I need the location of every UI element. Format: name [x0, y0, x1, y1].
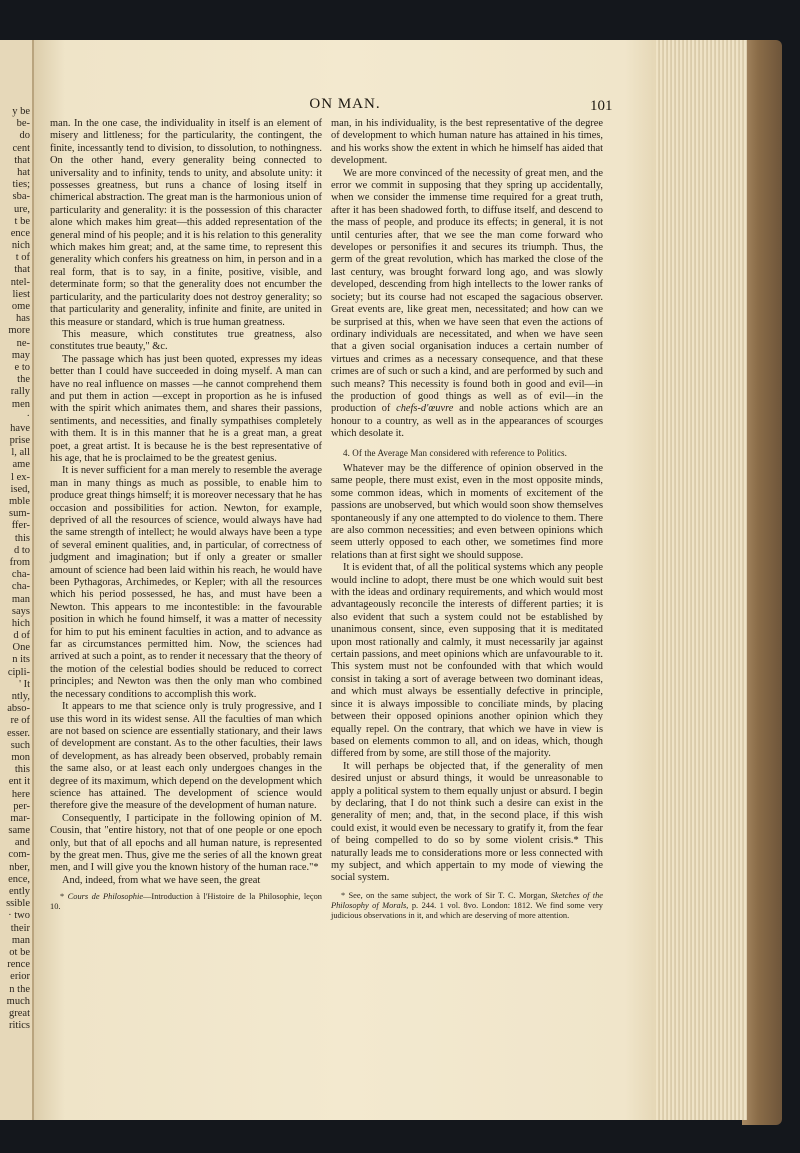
margin-fragment: hat	[17, 166, 30, 178]
margin-fragment: ssible	[6, 898, 30, 910]
margin-fragment: that	[14, 154, 30, 166]
page-edges	[655, 40, 747, 1120]
margin-fragment: have	[10, 422, 30, 434]
right-column	[331, 118, 603, 921]
margin-fragment: mar-	[10, 812, 30, 824]
footnote-text: —Introduction à l'Histoire de la Philosophie, leçon 10.	[50, 892, 322, 912]
margin-fragment: d of	[13, 630, 30, 642]
italic-phrase: chefs-d'œuvre	[396, 403, 454, 415]
margin-fragment: such	[10, 739, 30, 751]
margin-fragment: ised,	[10, 483, 30, 495]
footnote: * Cours de Philosophie—Introduction à l'Histoire de la Philosophie, leçon 10.	[50, 892, 322, 912]
margin-fragment: rally	[10, 386, 30, 398]
paragraph	[331, 168, 603, 441]
margin-fragment: their	[10, 922, 30, 934]
margin-fragment: ence,	[8, 873, 30, 885]
margin-fragment: ritics	[9, 1020, 30, 1032]
margin-fragment: ent it	[8, 776, 30, 788]
margin-fragment: ties;	[12, 179, 30, 191]
margin-fragment: abso-	[7, 703, 30, 715]
paragraph: It is evident that, of all the political systems which any people would incline to adopt, there must be one which would suit best with the ideas and ordinary requirements, and which would most advantageously reconcile the interests of different parties; it is also evident that such a system could not be established by unanimous consent, since, even supposing that it is meditated upon most rationally and calmly, it must necessarily jar against certain passions, and meet opinions which are unfavourable to it. This system must not be confounded with that which would consist in taking a sort of average between two dominant ideas, and which must always be essentially defective in principle, since it is always impossible to conciliate minds, by placing between their opposed opinions another opinion which they equally repel. On the contrary, that which we have in view is based on elements common to all, and on ideas, which, though differed from by some, are still those of the majority.	[331, 562, 603, 760]
margin-fragment: from	[9, 556, 30, 568]
paragraph: It will perhaps be objected that, if the generality of men desired unjust or absurd things, it would be unreasonable to apply a political system to them equally unjust or absurd. I begin by declaring, that I do not think such a desire can exist in the generality of men; and, that, in the second place, if this wish could exist, it would even be necessary to gratify it, from the fear of being compelled to do so by some violent crisis.* This naturally leads me to considerations more or less connected with my subject, and which appertain to my mode of viewing the social system.	[331, 760, 603, 884]
margin-fragment: ame	[12, 459, 30, 471]
left-column	[50, 118, 322, 912]
margin-fragment: One	[12, 642, 30, 654]
margin-fragment: t be	[14, 215, 30, 227]
paragraph: The passage which has just been quoted, expresses my ideas better than I could have succeeded in doing myself. A man can have no real influence on masses —he cannot comprehend them and put them in action —except in proportion as he is infused with the spirit which animates them, and shares their passions, sentiments, and necessities, and finally sympathises completely with them. It is in this manner that he is a great man, a great poet, a great artist. It is because he is the best representative of his age, that he is proclaimed to be the greatest genius.	[50, 353, 322, 464]
margin-fragment: man	[11, 934, 30, 946]
page-number: 101	[590, 98, 613, 114]
margin-fragment: mble	[9, 496, 30, 507]
margin-fragment: much	[6, 995, 30, 1007]
margin-fragment: ·	[26, 410, 30, 422]
margin-fragment: sum-	[9, 508, 30, 520]
footnote	[331, 891, 603, 921]
margin-fragment: e to	[14, 361, 30, 373]
margin-fragment: says	[11, 605, 30, 617]
margin-fragment: cha-	[11, 569, 30, 581]
margin-fragment: ffer-	[11, 520, 30, 532]
margin-fragment: men	[11, 398, 30, 410]
margin-fragment: ence	[10, 227, 30, 239]
margin-fragment: this	[14, 764, 30, 776]
margin-fragment: esser.	[6, 727, 30, 739]
margin-fragment: ot be	[9, 946, 30, 958]
margin-fragment: this	[14, 532, 30, 544]
margin-fragment: l, all	[11, 447, 30, 459]
margin-fragment: and	[14, 837, 30, 849]
margin-fragment: com-	[8, 849, 30, 861]
margin-fragment: here	[11, 788, 30, 800]
margin-fragment: ntly,	[11, 691, 30, 702]
margin-fragment: mon	[11, 751, 30, 763]
margin-fragment: ' It	[19, 678, 30, 690]
margin-fragment: ntel-	[10, 276, 30, 288]
margin-fragment: ently	[9, 886, 30, 897]
footnote-start: * See, on the same subject, the work of Sir T. C. Morgan,	[341, 890, 548, 900]
paragraph: This measure, which constitutes true greatness, also constitutes true beauty," &c.	[50, 328, 322, 353]
paragraph: It is never sufficient for a man merely to resemble the average man in many things as much as possible, to enable him to produce great things himself; it is moreover necessary that he has occasion and possibilities for action. Newton, for example, deprived of all the resources of science, would always have had the same strength of intellect; he would always have been a type of several eminent qualities, and, in particular, of correctness of judgment and imagination; but if only a greater or smaller amount of science had been laid within his reach, he would have been Pythagoras, Archimedes, or Kepler; with all the resources which his period possessed, he has, and must have been a Newton. This appears to me incontestible: in the favourable position in which he found himself, it was a matter of necessity for him to put his eminent faculties in action, and to advance as far as circumstances permitted him. Now, the sciences had arrived at such a point, as to render it necessary that the theory of the motion of the celestial bodies should be reduced to correct principles; and Newton was then the only man who combined the necessary conditions to accomplish this work.	[50, 465, 322, 700]
margin-fragment: liest	[12, 288, 30, 300]
margin-fragment: may	[11, 349, 30, 361]
margin-fragment: sba-	[12, 191, 30, 203]
footnote-end: , p. 244. 1 vol. 8vo. London: 1812. We find some very judicious observations in it, and which are deserving of more attention.	[331, 900, 603, 920]
previous-page-margin	[0, 40, 34, 1120]
margin-fragment: cipli-	[7, 666, 30, 678]
margin-fragment: more	[8, 325, 30, 337]
margin-fragment: the	[17, 374, 30, 386]
paragraph: Consequently, I participate in the following opinion of M. Cousin, that "entire history, not that of one people or one epoch only, but that of all epochs and all human nature, is represented by the great men. Thus, give me the series of all the known great men, and I will give you the known history of the human race."*	[50, 812, 322, 874]
margin-fragment: ure,	[13, 203, 30, 215]
paragraph: And, indeed, from what we have seen, the great	[62, 874, 261, 886]
margin-fragment: rence	[7, 959, 30, 971]
footnote-title: Cours de Philosophie	[67, 892, 144, 902]
margin-fragment: erior	[10, 971, 30, 983]
margin-fragment: t of	[15, 252, 30, 264]
paragraph: Whatever may be the difference of opinion observed in the same people, there must exist, even in the most opposite minds, some common ideas, which in moments of excitement of the passions are unobserved, but which would soon show themselves spontaneously if any one attempted to do violence to them. There are also common necessities; and even between opinions which seem utterly opposed to each other, we sometimes find more relations than at first sight we should suppose.	[331, 462, 603, 561]
margin-fragment: cent	[12, 142, 30, 154]
paragraph: It appears to me that science only is truly progressive, and I use this word in its widest sense. All the faculties of man which are not based on science are essentially stationary, and their laws of development are constant. As to the other faculties, their laws of development, as has already been observed, probably remain the same also, or at least each only undergoes changes in the degree of its maximum, which depend on the development which science has attained. The development of science would therefore give the measure of the development of human nature.	[50, 701, 322, 812]
margin-fragment: do	[19, 130, 30, 142]
footnote-title: Sketches of the Philosophy of Morals	[331, 890, 603, 910]
margin-fragment: that	[14, 264, 30, 276]
margin-fragment: has	[16, 313, 30, 325]
margin-fragment: re of	[10, 715, 30, 727]
paragraph-text: We are more convinced of the necessity of great men, and the error we commit in supposing that they spring up accidentally, when we consider the immense time required for a great truth, after it has been shadowed forth, to diffuse itself, and descend to the mass of people, and produce its effects; in general, it is not until centuries after, that we see the man come forward who developes or personifies it and secures its triumph. Thus, the germ of the great revolution, which has marked the close of the last century, was brought forward long ago, and was slowly developed, descending from high intellects to the lower ranks of society; but its course had not escaped the sagacious observer. Great events are, like great men, necessitated; and how can we be surprised at this, when we have seen that even the actions of ordinary individuals are necessitated, and when we have seen that a given social organisation induces a certain number of virtues and crimes as a necessary consequence, and that these crimes are of such or such a kind, and are performed by such and such means? This necessity is found both in good and evil—in the production of good things as well as of evil—in the production of	[331, 167, 603, 415]
margin-fragment: prise	[9, 435, 30, 447]
margin-fragment: y be	[12, 106, 30, 117]
margin-fragment: l ex-	[11, 471, 30, 483]
margin-fragment: man	[11, 593, 30, 605]
margin-fragment: nber,	[9, 861, 30, 873]
margin-fragment: great	[9, 1007, 30, 1019]
margin-fragment: n the	[9, 983, 30, 995]
margin-fragment: same	[8, 825, 30, 837]
margin-fragment: · two	[8, 910, 30, 922]
margin-fragment: per-	[13, 800, 30, 812]
margin-fragment: d to	[13, 544, 30, 556]
margin-fragment: cha-	[11, 581, 30, 593]
paragraph-continuation: and noble actions which are an honour to a country, as well as in the appearances of scourges which desolate it.	[331, 403, 603, 440]
margin-fragment: ne-	[16, 337, 30, 349]
book-cover-edge	[742, 40, 782, 1125]
margin-fragment: n its	[12, 654, 30, 666]
paragraph: man. In the one case, the individuality in itself is an element of misery and littleness; for the particularity, the contingent, the finite, incessantly tend to division, to dissolution, to nothingness. On the other hand, every generality being connected to universality and to infinity, tends to unity, and absolute unity: it possesses greatness, but runs a chance of losing itself in chimerical abstraction. The great man is the harmonious union of particularity and generality: it is the possession of this character alone which makes him great—this added representation of the general mind of his people; and it is his relation to this generality which makes him great; and, at the same time, to represent this generality which confers his greatness on him, in person and in a real form, that is to say, in a finite, positive, visible, and determinate form; so that the generality does not encumber the particularity, and the particularity does not destroy generality; so that particularity and generality, infinite and finite, are united in this measure or standard, which is true human greatness.	[50, 118, 322, 328]
book-page	[34, 40, 656, 1120]
margin-fragment: hich	[11, 617, 30, 629]
margin-fragment: nich	[11, 240, 30, 252]
section-heading: 4. Of the Average Man considered with reference to Politics.	[343, 447, 568, 458]
margin-fragment: ome	[11, 301, 30, 312]
running-head: ON MAN.	[309, 96, 381, 112]
margin-fragments	[0, 40, 32, 1032]
margin-fragment: be-	[16, 118, 30, 130]
paragraph: man, in his individuality, is the best representative of the degree of development to which human nature has attained in his times, and his works show the extent in which he himself has aided that development.	[331, 118, 603, 167]
